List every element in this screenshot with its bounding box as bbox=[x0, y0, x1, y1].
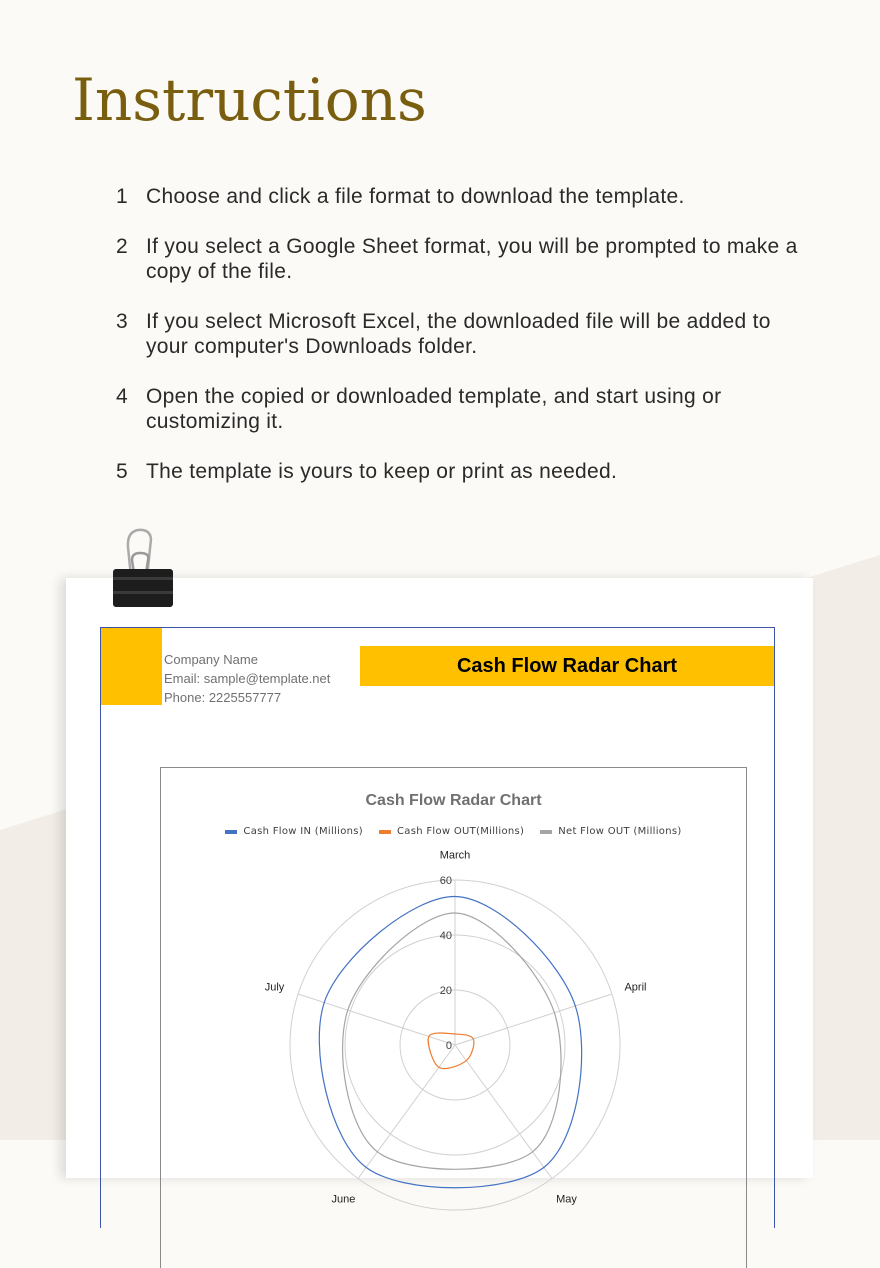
cash-flow-sheet bbox=[100, 627, 775, 1228]
category-label: June bbox=[331, 1193, 356, 1206]
spoke bbox=[455, 1045, 552, 1178]
instruction-step bbox=[116, 384, 816, 434]
step-text: If you select Microsoft Excel, the downloaded file will be added to your computer's Downloads folder. bbox=[146, 310, 771, 358]
category-label: March bbox=[439, 849, 471, 862]
step-number: 1 bbox=[116, 185, 128, 208]
instruction-step bbox=[116, 184, 816, 209]
company-phone: Phone: 2225557777 bbox=[164, 690, 282, 705]
step-number: 4 bbox=[116, 385, 128, 408]
step-text: Open the copied or downloaded template, and start using or customizing it. bbox=[146, 385, 722, 433]
company-info bbox=[164, 650, 330, 707]
document-title: Cash Flow Radar Chart bbox=[360, 646, 774, 686]
step-number: 5 bbox=[116, 460, 128, 483]
spoke bbox=[358, 1045, 455, 1178]
category-label: May bbox=[556, 1193, 577, 1206]
category-label: April bbox=[624, 981, 647, 994]
radar-chart bbox=[160, 767, 747, 1268]
r-tick-label: 60 bbox=[439, 875, 452, 887]
r-tick-label: 20 bbox=[439, 985, 452, 997]
r-tick-label: 40 bbox=[439, 930, 452, 942]
chart-title: Cash Flow Radar Chart bbox=[365, 792, 542, 809]
step-number: 2 bbox=[116, 235, 128, 258]
legend-label: Cash Flow IN (Millions) bbox=[243, 826, 363, 837]
category-label: July bbox=[264, 981, 285, 994]
logo-placeholder bbox=[101, 628, 162, 705]
company-name: Company Name bbox=[164, 652, 258, 667]
step-text: The template is yours to keep or print as needed. bbox=[146, 460, 618, 483]
instructions-title: Instructions bbox=[72, 66, 427, 134]
radar-plot bbox=[161, 768, 746, 1268]
instruction-step bbox=[116, 234, 816, 284]
instruction-step bbox=[116, 309, 816, 359]
instruction-step bbox=[116, 459, 816, 484]
step-text: Choose and click a file format to download the template. bbox=[146, 185, 685, 208]
company-email: Email: sample@template.net bbox=[164, 671, 331, 686]
instructions-list bbox=[116, 184, 816, 509]
spoke bbox=[455, 994, 612, 1045]
r-tick-label: 0 bbox=[445, 1040, 452, 1052]
step-text: If you select a Google Sheet format, you will be prompted to make a copy of the file. bbox=[146, 235, 798, 283]
spoke bbox=[298, 994, 455, 1045]
binder-clip-icon bbox=[110, 527, 180, 612]
step-number: 3 bbox=[116, 310, 128, 333]
legend-label: Net Flow OUT (Millions) bbox=[558, 826, 682, 837]
legend-label: Cash Flow OUT(Millions) bbox=[396, 826, 525, 837]
